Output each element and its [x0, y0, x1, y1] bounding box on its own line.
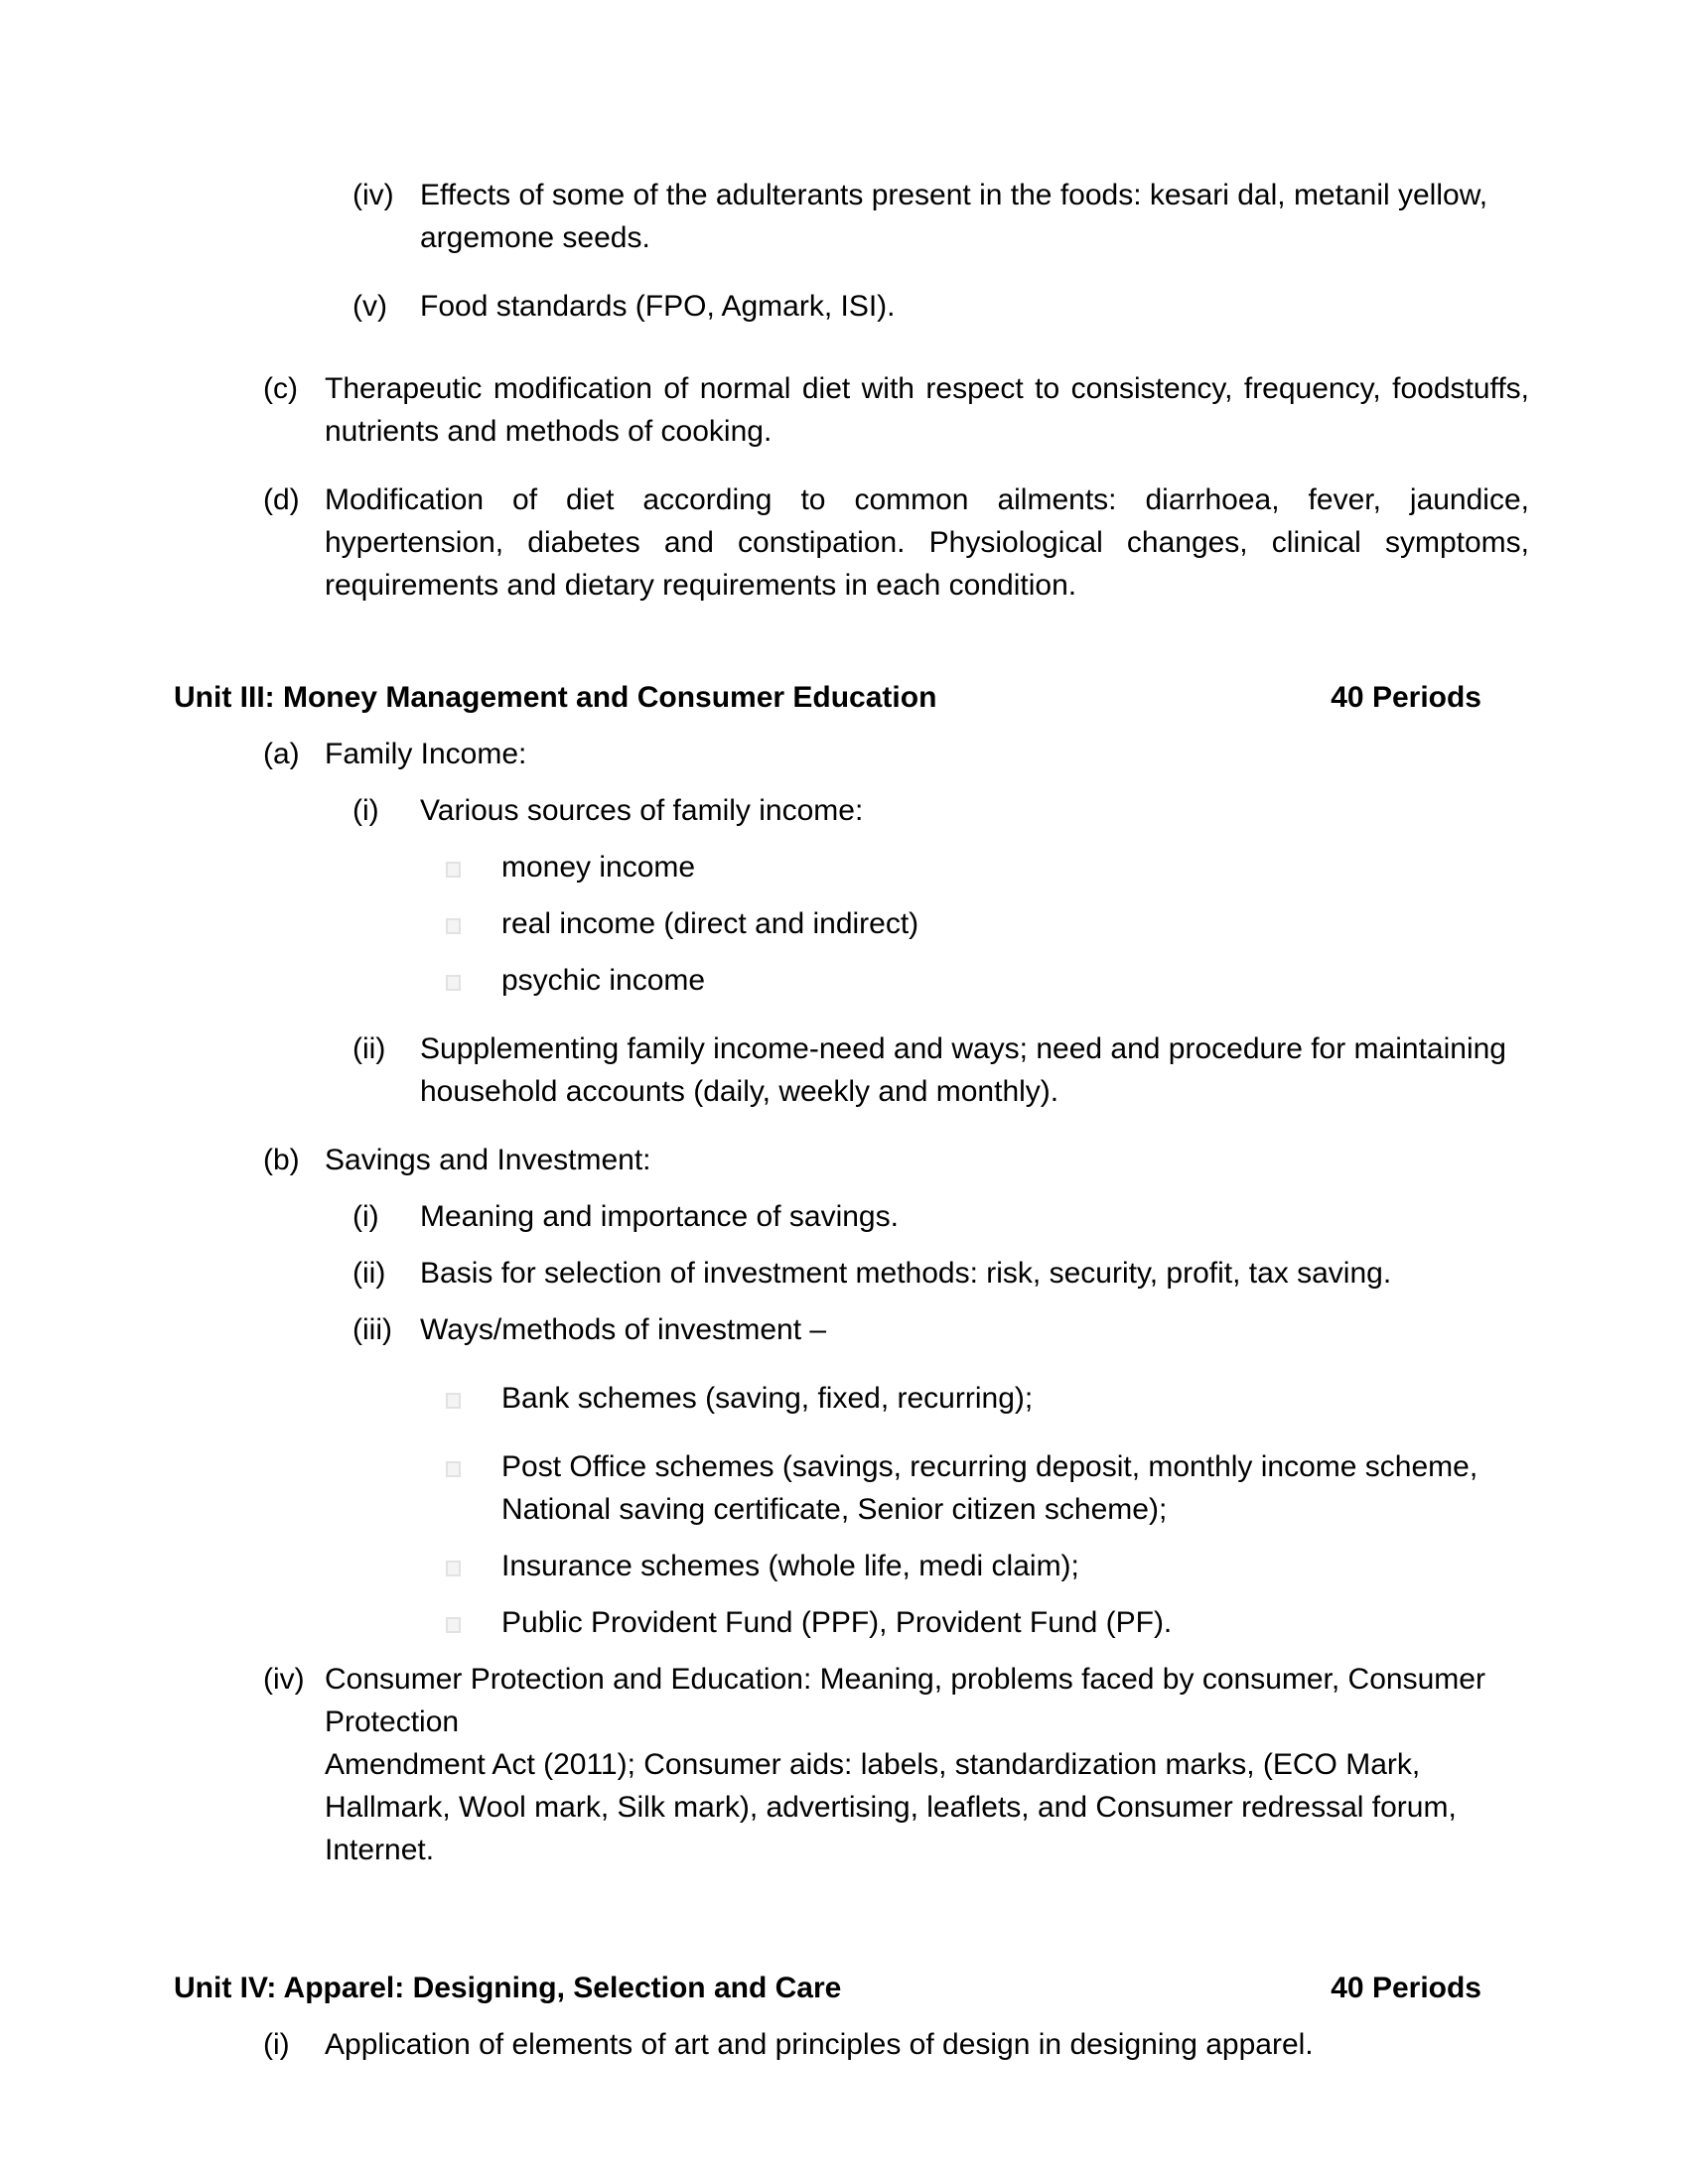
bullet-text: psychic income — [501, 964, 706, 997]
spacer — [174, 1181, 1529, 1195]
list-item-b-ii-basis — [352, 1252, 1529, 1295]
list-item-text: Effects of some of the adulterants present in the foods: kesari dal, metanil yellow, argemone seeds. — [420, 179, 1488, 254]
unit-3-periods: 40 Periods — [1331, 681, 1481, 714]
list-marker: (c) — [263, 372, 298, 405]
bullet-item-insurance-schemes — [442, 1545, 1529, 1587]
list-marker: (i) — [263, 2028, 290, 2061]
list-item-d-modification — [263, 478, 1529, 607]
list-marker: (iii) — [352, 1313, 392, 1346]
list-item-a-ii-supplementing — [352, 1027, 1529, 1113]
list-item-text: Supplementing family income-need and ways; need and procedure for maintaining household accounts (daily, weekly and monthly). — [420, 1032, 1506, 1108]
list-item-text: Various sources of family income: — [420, 794, 864, 827]
list-item-b-savings — [263, 1139, 1529, 1181]
spacer — [174, 1351, 1529, 1377]
list-item-iv-adulterants — [352, 174, 1529, 259]
list-item-text: Family Income: — [325, 738, 527, 770]
spacer — [174, 1238, 1529, 1252]
bullet-item-bank-schemes — [442, 1377, 1529, 1420]
spacer — [174, 1113, 1529, 1139]
list-marker: (a) — [263, 738, 300, 770]
bullet-item-money-income — [442, 846, 1529, 888]
list-item-text: Savings and Investment: — [325, 1144, 651, 1176]
bullet-item-psychic-income — [442, 959, 1529, 1002]
list-item-b-iii-ways — [352, 1308, 1529, 1351]
bullet-item-real-income — [442, 902, 1529, 945]
spacer — [174, 1871, 1529, 1967]
unit-3-title: Unit III: Money Management and Consumer Education — [174, 681, 937, 714]
spacer — [174, 1587, 1529, 1601]
spacer — [174, 945, 1529, 959]
spacer — [174, 1420, 1529, 1445]
list-marker: (iv) — [263, 1663, 305, 1696]
list-item-b-i-meaning — [352, 1195, 1529, 1238]
list-item-unit4-i-application — [263, 2023, 1529, 2066]
bullet-text: Public Provident Fund (PPF), Provident Fund (PF). — [501, 1606, 1173, 1639]
list-marker: (ii) — [352, 1257, 386, 1290]
list-item-text — [325, 1658, 1529, 1871]
unit-4-title: Unit IV: Apparel: Designing, Selection and Care — [174, 1972, 842, 2004]
list-item-a-i-sources — [352, 789, 1529, 832]
bullet-text: money income — [501, 851, 696, 884]
spacer — [174, 1531, 1529, 1545]
list-item-text: Application of elements of art and principles of design in designing apparel. — [325, 2028, 1314, 2061]
list-item-v-food-standards — [352, 285, 1529, 328]
bullet-item-ppf — [442, 1601, 1529, 1644]
spacer — [174, 719, 1529, 733]
spacer — [174, 888, 1529, 902]
spacer — [174, 259, 1529, 285]
list-marker: (iv) — [352, 179, 394, 211]
spacer — [174, 607, 1529, 676]
bullet-text: real income (direct and indirect) — [501, 907, 919, 940]
list-item-text: Food standards (FPO, Agmark, ISI). — [420, 290, 896, 323]
consumer-protection-line-2: Amendment Act (2011); Consumer aids: labels, standardization marks, (ECO Mark, Hallmark, Wool mark, Silk mark), advertising, leaflets, and Consumer redressal forum, Internet. — [325, 1748, 1457, 1866]
spacer — [174, 328, 1529, 367]
unit-4-periods: 40 Periods — [1331, 1972, 1481, 2004]
list-item-c-therapeutic — [263, 367, 1529, 453]
bullet-text: Insurance schemes (whole life, medi claim); — [501, 1550, 1079, 1582]
bullet-item-post-office-schemes — [442, 1445, 1529, 1531]
list-item-text: Basis for selection of investment methods: risk, security, profit, tax saving. — [420, 1257, 1392, 1290]
list-marker: (b) — [263, 1144, 300, 1176]
list-marker: (i) — [352, 794, 379, 827]
spacer — [174, 2009, 1529, 2023]
list-item-a-family-income — [263, 733, 1529, 775]
list-item-text: Modification of diet according to common ailments: diarrhoea, fever, jaundice, hypertension, diabetes and constipation. Physiological changes, clinical symptoms, requirements and dietary requirements in each condition. — [325, 483, 1529, 602]
unit-3-heading — [174, 676, 1529, 719]
spacer — [174, 1644, 1529, 1658]
list-marker: (d) — [263, 483, 300, 516]
unit-4-heading — [174, 1967, 1529, 2009]
spacer — [174, 1295, 1529, 1308]
bullet-text: Post Office schemes (savings, recurring deposit, monthly income scheme, National saving certificate, Senior citizen scheme); — [501, 1450, 1478, 1526]
list-item-text: Ways/methods of investment – — [420, 1313, 827, 1346]
list-marker: (i) — [352, 1200, 379, 1233]
bullet-text: Bank schemes (saving, fixed, recurring); — [501, 1382, 1034, 1415]
spacer — [174, 1002, 1529, 1027]
list-marker: (ii) — [352, 1032, 386, 1065]
list-item-b-iv-consumer-protection — [263, 1658, 1529, 1871]
spacer — [174, 453, 1529, 478]
spacer — [174, 775, 1529, 789]
consumer-protection-line-1: Consumer Protection and Education: Meaning, problems faced by consumer, Consumer Protection — [325, 1663, 1485, 1738]
list-marker: (v) — [352, 290, 387, 323]
list-item-text: Meaning and importance of savings. — [420, 1200, 899, 1233]
spacer — [174, 832, 1529, 846]
list-item-text: Therapeutic modification of normal diet with respect to consistency, frequency, foodstuffs, nutrients and methods of cooking. — [325, 372, 1529, 448]
